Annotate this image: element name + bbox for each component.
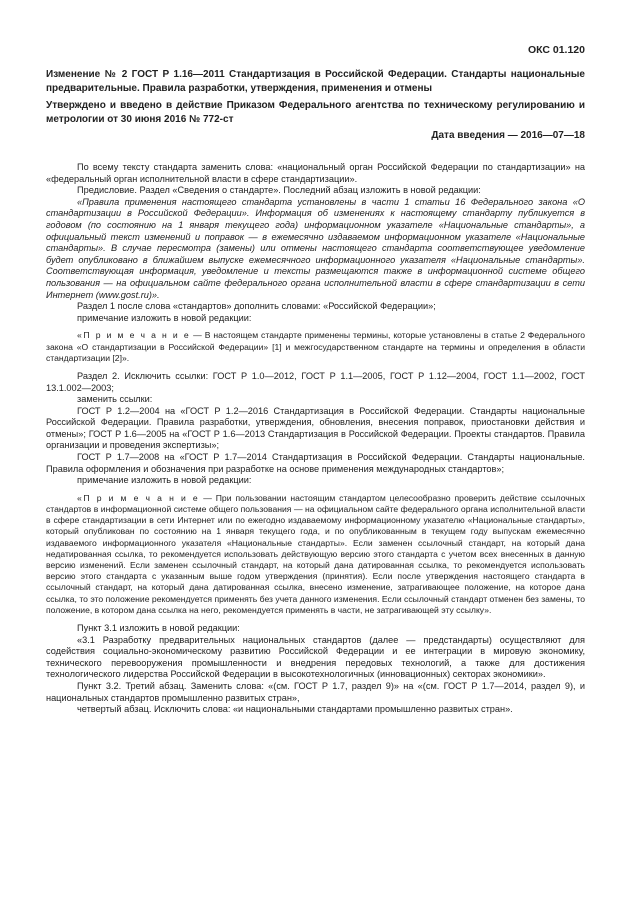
paragraph: ГОСТ Р 1.2—2004 на «ГОСТ Р 1.2—2016 Стандартизация в Российской Федерации. Стандарты национальные Российской Федерации. Правила разработки, утверждения, обновления, внесения поправок, приостановки действия и отмены»; ГОСТ Р 1.6—2005 на «ГОСТ Р 1.6—2013 Стандартизация в Российской Федерации. Проекты стандартов. Правила организации и проведения экспертизы»; bbox=[46, 405, 585, 451]
note-text: — При пользовании настоящим стандартом целесообразно проверить действие ссылочных стандартов в информационной системе общего пользования — на официальном сайте федерального органа исполнительной власти в сфере стандартизации в сети Интернет или по ежегодно издаваемому информационному указателю «Национальные стандарты», который опубликован по состоянию на 1 января текущего года, и по опубликованным в текущем году выпускам ежемесячно издаваемого информационного указателя «Национальные стандарты». Если заменен ссылочный стандарт, на который дана недатированная ссылка, то рекомендуется использовать действующую версию этого стандарта с учетом всех внесенных в данную версию изменений. Если заменен ссылочный стандарт, на который дана датированная ссылка, то рекомендуется использовать версию этого стандарта с указанным выше годом утверждения (принятия). Если после утверждения настоящего стандарта в ссылочный стандарт, на который дана датированная ссылка, внесено изменение, затрагивающее положение, на которое дана ссылка, то это положение рекомендуется применять без учета данного изменения. Если ссылочный стандарт отменен без замены, то положение, в котором дана ссылка на него, рекомендуется применять в части, не затрагивающей эту ссылку». bbox=[46, 492, 586, 615]
paragraph: ГОСТ Р 1.7—2008 на «ГОСТ Р 1.7—2014 Стандартизация в Российской Федерации. Стандарты национальные. Правила оформления и обозначения при разработке на основе применения международных стандартов»; bbox=[46, 452, 585, 474]
quoted-preface-text: «Правила применения настоящего стандарта установлены в части 1 статьи 16 Федерального закона «О стандартизации в Российской Федерации». Информация об изменениях к настоящему стандарту публикуется в годовом (по состоянию на 1 января текущего года) информационном указателе «Национальные стандарты», а официальный текст изменений и поправок — в ежемесячно издаваемом информационном указателе «Национальные стандарты». В случае пересмотра (замены) или отмены настоящего стандарта соответствующее уведомление будет опубликовано в ближайшем выпуске ежемесячного информационного указателя «Национальные стандарты». Соответствующая информация, уведомление и тексты размещаются также в информационной системе общего пользования — на официальном сайте федерального органа исполнительной власти в сфере стандартизации в сети Интернет (www.gost.ru)». bbox=[46, 196, 585, 300]
oks-code: ОКС 01.120 bbox=[527, 44, 585, 56]
note-label: «П р и м е ч а н и е bbox=[77, 492, 200, 503]
paragraph: заменить ссылки: bbox=[77, 394, 153, 405]
note-block bbox=[46, 493, 585, 616]
amendment-title: Изменение № 2 ГОСТ Р 1.16—2011 Стандартизация в Российской Федерации. Стандарты национальные предварительные. Правила разработки, утверждения, применения и отмены bbox=[46, 69, 585, 94]
paragraph: По всему тексту стандарта заменить слова: «национальный орган Российской Федерации по стандартизации» на «федеральный орган исполнительной власти в сфере стандартизации». bbox=[46, 162, 585, 184]
effective-date: Дата введения — 2016—07—18 bbox=[431, 130, 585, 141]
paragraph: Раздел 2. Исключить ссылки: ГОСТ Р 1.0—2012, ГОСТ Р 1.1—2005, ГОСТ Р 1.12—2004, ГОСТ 1.1—2002, ГОСТ 13.1.002—2003; bbox=[46, 370, 585, 393]
paragraph: Предисловие. Раздел «Сведения о стандарте». Последний абзац изложить в новой редакции: bbox=[77, 185, 481, 196]
note-block bbox=[46, 330, 585, 364]
paragraph: Раздел 1 после слова «стандартов» дополнить словами: «Российской Федерации»; bbox=[77, 301, 436, 312]
note-label: «П р и м е ч а н и е bbox=[77, 330, 191, 341]
note-text: — В настоящем стандарте применены термины, которые установлены в статье 2 Федерального закона «О стандартизации в Российской Федерации» [1] и межгосударственном стандарте на термины и определения в области стандартизации [2]». bbox=[46, 330, 586, 363]
paragraph: «3.1 Разработку предварительных национальных стандартов (далее — предстандарты) осуществляют для содействия социально-экономическому развитию Российской Федерации и ее интеграции в мировую экономику, технического перевооружения промышленности и внедрения передовых технологий, а также для достижения технологического лидерства Российской Федерации в высокотехнологичных (инновационных) секторах экономики». bbox=[46, 634, 585, 680]
document-page bbox=[46, 44, 585, 716]
approval-statement: Утверждено и введено в действие Приказом Федерального агентства по техническому регулированию и метрологии от 30 июня 2016 № 772-ст bbox=[46, 100, 585, 125]
paragraph: Пункт 3.2. Третий абзац. Заменить слова: «(см. ГОСТ Р 1.7, раздел 9)» на «(см. ГОСТ Р 1.7—2014, раздел 9), и национальных стандартов промышленно развитых стран», bbox=[46, 681, 585, 703]
paragraph: Пункт 3.1 изложить в новой редакции: bbox=[77, 623, 240, 634]
paragraph: примечание изложить в новой редакции: bbox=[77, 312, 252, 323]
paragraph: четвертый абзац. Исключить слова: «и национальными стандартами промышленно развитых стран». bbox=[77, 704, 513, 715]
paragraph: примечание изложить в новой редакции: bbox=[77, 475, 252, 486]
